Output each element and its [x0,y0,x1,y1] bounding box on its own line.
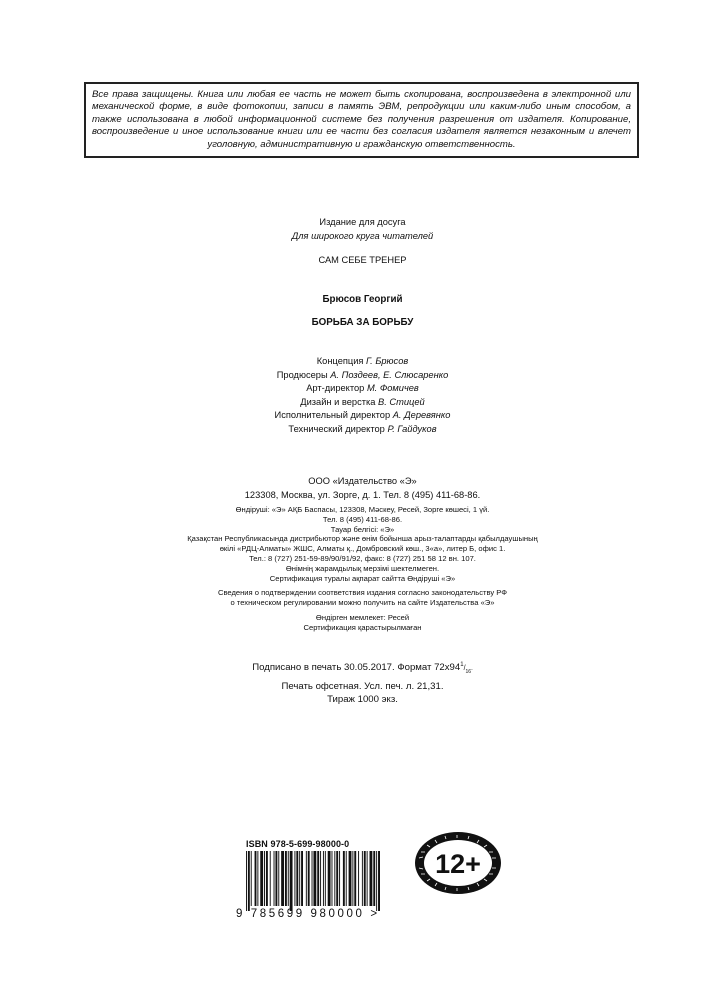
publisher-block [0,474,725,502]
format-fraction-num: 1 [460,662,464,668]
barcode-bar [296,851,298,906]
barcode-bar [281,851,284,906]
credit-role: Концепция [316,356,364,366]
barcode-bar [285,851,287,906]
credit-line [0,423,725,437]
barcode-bar [354,851,356,906]
edition-type: Издание для досуга [319,217,406,227]
barcode-bar [343,851,345,906]
kz-info-line: Қазақстан Республикасында дистрибьютор және өнім бойынша арыз-талаптарды қабылдаушының [187,534,538,544]
credit-role: Исполнительный директор [274,410,391,421]
credit-role: Технический директор [288,423,385,434]
credit-line [0,355,725,369]
barcode-bar [306,851,307,906]
credit-line [0,396,725,410]
barcode-bar [349,851,352,906]
barcode-bar [352,851,353,906]
credit-names: А. Деревянко [392,410,451,421]
barcode-bar [246,851,247,911]
format-fraction-den: 16 [465,669,472,676]
barcode-bar [260,851,263,906]
barcode-bar [373,851,375,906]
age-rating-badge [413,830,503,896]
barcode-bar [367,851,368,906]
barcode-bar [288,851,289,906]
credit-names: М. Фомичев [366,383,419,394]
barcode-digits: 9 785699 980000 > [236,908,380,920]
credit-role: Продюсеры [276,369,328,380]
barcode-bar [251,851,252,906]
barcode-bar [328,851,331,906]
edition-audience: Для широкого круга читателей [291,231,434,241]
barcode-bar [320,851,321,906]
barcode-bar [376,851,377,911]
barcode-bar [336,851,338,906]
barcode-bar [264,851,265,906]
barcode-bar [334,851,335,906]
barcode-bar [290,851,293,911]
credit-names: Г. Брюсов [366,356,409,366]
barcode-bar [257,851,258,906]
barcode-bar [301,851,303,906]
print-type: Печать офсетная. Усл. печ. л. 21,31. [281,680,444,692]
barcode-bar [332,851,333,906]
barcode-bar [358,851,359,906]
barcode-bar [308,851,310,906]
barcode-bar [275,851,277,906]
barcode-bar [274,851,275,906]
credit-line [0,382,725,396]
kz-info-line: Тел. 8 (495) 411-68-86. [322,514,403,524]
certification-line: Сведения о подтверждении соответствия издания согласно законодательству РФ [217,588,508,598]
barcode-bar [248,851,250,911]
kz-info-line: өкілі «РДЦ-Алматы» ЖШС, Алматы қ., Домбровский көш., 3«а», литер Б, офис 1. [219,544,506,554]
barcode-bar [378,851,380,911]
barcode-bar [346,851,347,906]
barcode-bar [323,851,324,906]
credits-block [0,355,725,437]
barcode-bar [313,851,316,906]
kz-info-line: Өнімнің жарамдылық мерзімі шектелмеген. [285,563,440,573]
print-signed: Подписано в печать 30.05.2017. Формат 72x94 [252,662,461,674]
barcode-bar [362,851,363,906]
kz-info-block [0,505,725,633]
barcode-bar [278,851,279,906]
barcode-bar [339,851,340,906]
book-title: БОРЬБА ЗА БОРЬБУ [311,317,414,328]
certification-line: о техническом регулировании можно получить на сайте Издательства «Э» [230,598,495,608]
origin-line: Сертификация қарастырылмаған [303,622,422,632]
barcode [246,851,380,911]
credit-line [0,409,725,423]
barcode-bar [299,851,300,906]
isbn-label: ISBN 978-5-699-98000-0 [246,839,350,849]
credit-names: А. Поздеев, Е. Слюсаренко [330,369,449,380]
barcode-bar [364,851,366,906]
credit-role: Дизайн и верстка [300,396,376,407]
print-signed-line: Подписано в печать 30.05.2017. Формат $72x94^1/_{16}$. [252,662,473,676]
barcode-bar [294,851,295,906]
series-name: САМ СЕБЕ ТРЕНЕР [318,255,407,265]
barcode-bar [317,851,319,906]
print-run: Тираж 1000 экз. [327,694,398,706]
credit-names: Р. Гайдуков [387,423,437,434]
kz-info-line: Тел.: 8 (727) 251-59-89/90/91/92, факс: 8 (727) 251 58 12 вн. 107. [249,553,476,563]
barcode-bar [312,851,313,906]
barcode-bar [325,851,326,906]
publisher-name: ООО «Издательство «Э» [308,476,417,486]
kz-info-line: Өндіруші: «Э» АҚБ Баспасы, 123308, Мәскеу, Ресей, Зорге көшесі, 1 үй. [235,505,490,514]
age-rating-text: 12+ [435,849,481,879]
kz-info-line: Сертификация туралы ақпарат сайтта Өндіруші «Э» [269,573,456,583]
barcode-bar [255,851,257,906]
origin-line: Өндірген мемлекет: Ресей [315,612,410,622]
print-info-block [0,659,725,707]
publisher-address: 123308, Москва, ул. Зорге, д. 1. Тел. 8 (495) 411-68-86. [244,490,481,500]
barcode-bar [266,851,268,906]
credit-role: Арт-директор [306,383,365,394]
author-name: Брюсов Георгий [322,294,403,305]
credit-names: В. Стицей [378,396,425,407]
format-suffix: . [471,666,473,673]
credit-line [0,369,725,383]
rights-notice: Все права защищены. Книга или любая ее часть не может быть скопирована, воспроизведена в электронной или механической форме, в виде фотокопии, записи в память ЭВМ, репродукции или каким-либо иным способом, а также использована в любой информационной системе без получения разрешения от издателя. Копирование, воспроизведение и иное использование книги или ее части без согласия издателя является незаконным и влечет уголовную, административную и гражданскую ответственность. [84,82,639,158]
barcode-bar [270,851,271,906]
barcode-bar [370,851,373,906]
kz-info-line: Тауар белгісі: «Э» [330,524,395,534]
